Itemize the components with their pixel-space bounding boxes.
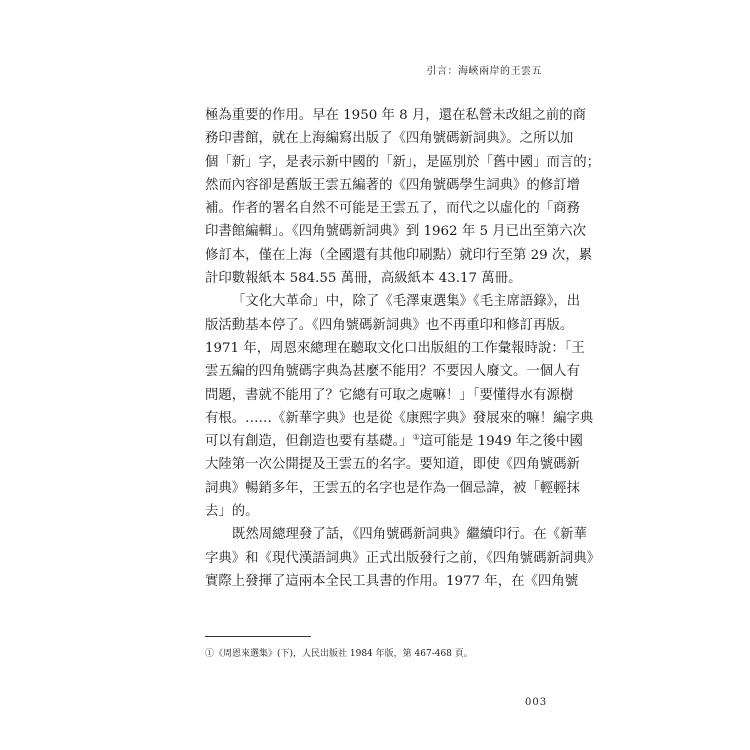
text-line: 有根。……《新華字典》也是從《康熙字典》發展來的嘛！編字典 xyxy=(205,410,594,426)
text-line: 1971 年，周恩來總理在聽取文化口出版組的工作彙報時說：「王 xyxy=(205,340,585,356)
text-line: 極為重要的作用。早在 1950 年 8 月，還在私營未改組之前的商 xyxy=(205,108,586,123)
text-line: 問題，書就不能用了？它總有可取之處嘛！」「要懂得水有源樹 xyxy=(205,387,574,403)
text-line: 修訂本，僅在上海（全國還有其他印刷點）就印行至第 29 次，累 xyxy=(205,247,593,263)
running-header: 引言：海峽兩岸的王雲五 xyxy=(426,66,542,77)
text-line: 「文化大革命」中，除了《毛澤東選集》《毛主席語錄》，出 xyxy=(232,294,581,310)
text-line: 計印數報紙本 584.55 萬冊，高級紙本 43.17 萬冊。 xyxy=(205,271,522,287)
footnote: ①《周恩來選集》(下)，人民出版社 1984 年版，第 467-468 頁。 xyxy=(205,649,473,659)
text-segment: 這可能是 1949 年之後中國 xyxy=(419,434,583,450)
text-line: 務印書館，就在上海編寫出版了《四角號碼新詞典》。之所以加 xyxy=(205,131,574,147)
text-line: 大陸第一次公開提及王雲五的名字。要知道，即使《四角號碼新 xyxy=(205,457,580,473)
text-line: 個「新」字，是表示新中國的「新」，是區別於「舊中國」而言的； xyxy=(205,154,601,170)
text-line: 雲五編的四角號碼字典為甚麼不能用？不要因人廢文。一個人有 xyxy=(205,364,580,380)
text-line: 版活動基本停了。《四角號碼新詞典》也不再重印和修訂再版。 xyxy=(205,317,574,333)
text-line: 補。作者的署名自然不可能是王雲五了，而代之以虛化的「商務 xyxy=(205,201,580,217)
footnote-divider xyxy=(205,636,311,637)
body-text xyxy=(205,104,601,593)
text-line: 既然周總理發了話，《四角號碼新詞典》繼續印行。在《新華 xyxy=(232,527,587,543)
text-line: 去」的。 xyxy=(205,504,259,520)
text-line: 詞典》暢銷多年，王雲五的名字也是作為一個忌諱，被「輕輕抹 xyxy=(205,480,580,496)
text-line xyxy=(205,430,583,453)
text-segment: 可以有創造，但創造也要有基礎。」 xyxy=(205,434,413,450)
text-line: 然而內容卻是舊版王雲五編著的《四角號碼學生詞典》的修訂增 xyxy=(205,177,580,193)
text-line: 字典》和《現代漢語詞典》正式出版發行之前，《四角號碼新詞典》 xyxy=(205,550,601,566)
page-number: 003 xyxy=(525,697,548,708)
footnote-reference[interactable]: ① xyxy=(412,432,420,442)
text-line: 印書館編輯」。《四角號碼新詞典》到 1962 年 5 月已出至第六次 xyxy=(205,224,586,240)
text-line: 實際上發揮了這兩本全民工具書的作用。1977 年，在《四角號 xyxy=(205,573,579,589)
